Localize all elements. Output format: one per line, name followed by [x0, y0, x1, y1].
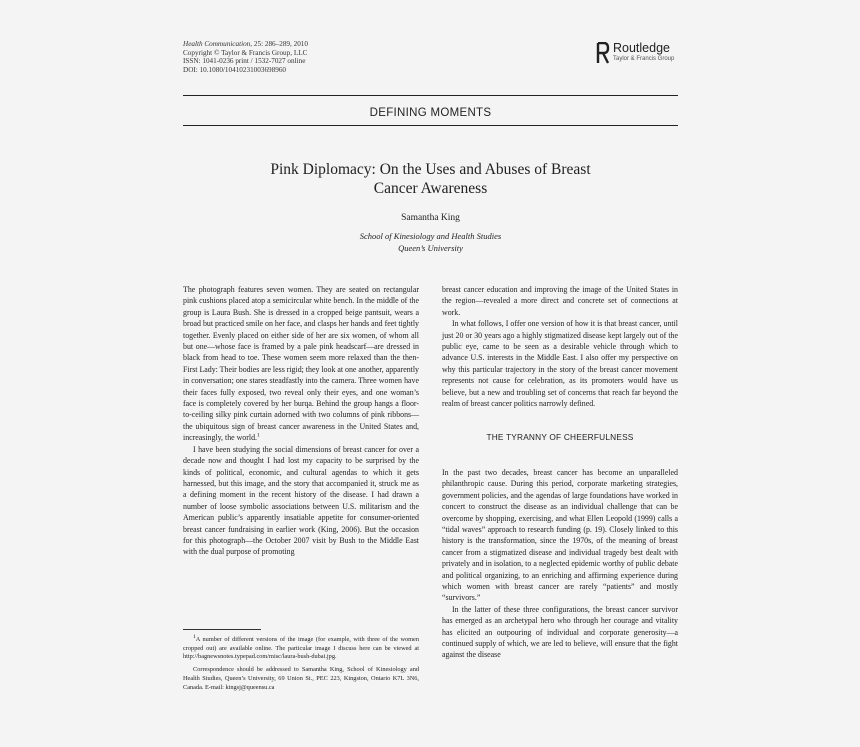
- footnote-1-text: A number of different versions of the image (for example, with three of the women cropped out) are available online. The particular image I discuss here can be viewed at http://bagnewsnotes.typepad.com/misc/laura-bush-dubai.jpg.: [183, 636, 419, 661]
- title-line-1: Pink Diplomacy: On the Uses and Abuses of Breast: [270, 161, 591, 178]
- section-heading: THE TYRANNY OF CHEERFULNESS: [486, 432, 634, 443]
- footnote-1: [183, 633, 419, 662]
- citation-line: [183, 40, 483, 49]
- footnote-marker: 1: [257, 432, 260, 439]
- section-rule-bottom: [183, 125, 678, 126]
- left-column: [183, 284, 419, 558]
- footnote-1-mark: 1: [193, 633, 196, 640]
- paragraph: In what follows, I offer one version of how it is that breast cancer, until just 20 or 30 years ago a highly stigmatized disease kept largely out of the public eye, came to be seen as a desirable vehicle through which to advance U.S. interests in the Middle East. I also offer my perspective on why this particular trajectory in the story of the breast cancer movement represents not cause for celebration, as its promoters would have us believe, but a new and troubling set of concerns that reach far beyond the realm of breast cancer politics narrowly defined.: [442, 319, 678, 409]
- citation-details: , 25: 286–289, 2010: [250, 40, 308, 48]
- doi-line: DOI: 10.1080/10410231003698960: [183, 65, 287, 74]
- journal-name: Health Communication: [183, 40, 251, 48]
- paragraph-text: The photograph features seven women. They are seated on rectangular pink cushions placed atop a semicircular white bench. In the middle of the group is Laura Bush. She is dressed in a cropped beige pantsuit, wears a broad but practiced smile on her face, and clasps her hands and feet tightly together. Evenly placed on either side of her are six women, of whom all but one—whose face is framed by a pale pink headscarf—are dressed in black from head to toe. These women seem more relaxed than the then-First Lady: Their bodies are less rigid; they look at one another, apparently in conversation; one stares steadfastly into the camera. Three women have their faces fully exposed, two reveal only their eyes, and one woman’s face is completely covered by her burqa. Behind the group hangs a floor-to-ceiling silky pink curtain adorned with two columns of pink ribbons—the ubiquitous sign of breast cancer awareness in the United States and, increasingly, the world.: [183, 285, 419, 443]
- footnote-rule: [183, 629, 261, 630]
- logo-name: Routledge: [613, 41, 670, 55]
- affiliation-line-1: School of Kinesiology and Health Studies: [359, 231, 502, 241]
- journal-header: [183, 40, 483, 74]
- author-name: Samantha King: [401, 213, 460, 223]
- issn-line: ISSN: 1041-0236 print / 1532-7027 online: [183, 57, 306, 66]
- logo-subtitle: Taylor & Francis Group: [613, 56, 675, 62]
- paragraph: In the past two decades, breast cancer has become an unparalleled philanthropic cause. During this period, corporate marketing strategies, government policies, and the agendas of large foundations have worked in concert to construct the disease as an individual challenge that can be overcome by shopping, exercising, and what Ellen Leopold (1999) calls a “tidal waves” approach to research funding (p. 19). Closely linked to this history is the transformation, since the 1970s, of the meaning of breast cancer from a stigmatized disease and individual tragedy best dealt with privately and in isolation, to a neglected epidemic worthy of public debate and political organizing, to an enriching and affirming experience during which women with breast cancer are rarely “patients” and mostly “survivors.”: [442, 467, 678, 603]
- paragraph: In the latter of these three configurations, the breast cancer survivor has emerged as an archetypal hero who through her courage and vitality has elicited an outpouring of individual and corporate generosity—a continued supply of which, we are led to believe, will ensure that the fight against the disease: [442, 604, 678, 660]
- routledge-r-icon: [596, 42, 610, 64]
- article-title: [183, 160, 678, 198]
- footnotes: [183, 633, 419, 692]
- copyright-line: Copyright © Taylor & Francis Group, LLC: [183, 48, 308, 57]
- affiliation-line-2: Queen’s University: [398, 242, 463, 253]
- publisher-logo: [596, 42, 678, 68]
- paragraph: breast cancer education and improving the image of the United States in the region—revealed a more direct and concrete set of connections at work.: [442, 285, 678, 317]
- right-column: [442, 284, 678, 661]
- paragraph: [183, 284, 419, 444]
- section-label: DEFINING MOMENTS: [369, 107, 492, 119]
- correspondence-note: Correspondence should be addressed to Samantha King, School of Kinesiology and Health Studies, Queen’s University, 69 Union St., PEC 223, Kingston, Ontario K7L 3N6, Canada. E-mail: kingsj@queensu.ca: [183, 666, 419, 691]
- section-rule-top: [183, 95, 678, 96]
- paragraph: I have been studying the social dimensions of breast cancer for over a decade now and thought I had lost my capacity to be surprised by the kinds of political, economic, and cultural agendas to which it gets harnessed, but this image, and the story that accompanied it, struck me as a defining moment in the recent history of the disease. I had drawn a number of loose symbolic associations between U.S. militarism and the American public’s apparently insatiable appetite for consumer-oriented breast cancer fundraising in earlier work (King, 2006). But the occasion for this photograph—the October 2007 visit by Bush to the Middle East with the dual purpose of promoting: [183, 444, 419, 557]
- author-affiliation: [183, 231, 678, 254]
- title-line-2: Cancer Awareness: [373, 180, 488, 197]
